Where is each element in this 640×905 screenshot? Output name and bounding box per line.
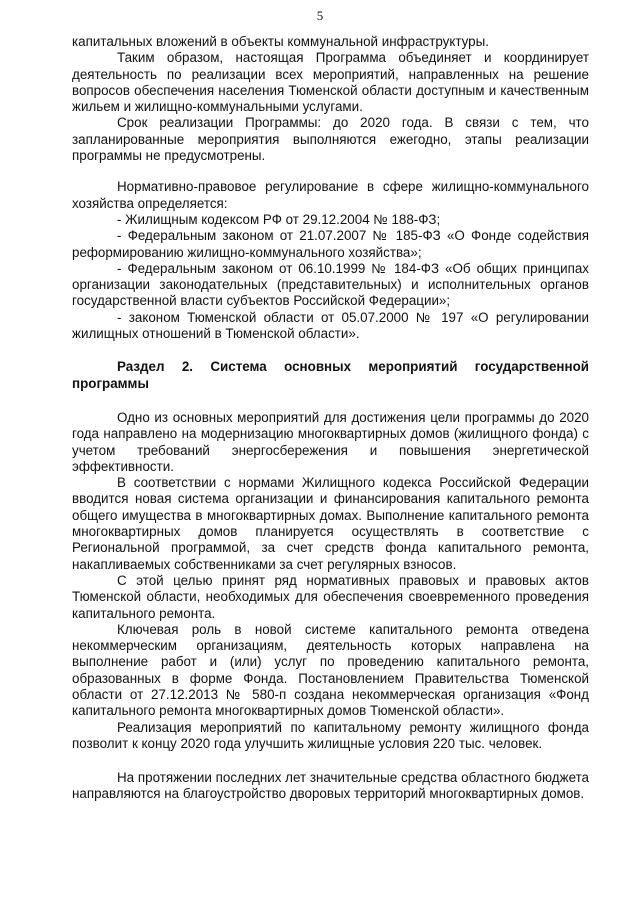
paragraph-modernization: Одно из основных мероприятий для достижения цели программы до 2020 года направлено на модернизацию многоквартирных домов (жилищного фонда) с учетом требований энергосбережения и повышения энергетической эффективности. bbox=[72, 409, 589, 474]
paragraph-program-term: Срок реализации Программы: до 2020 года. В связи с тем, что запланированные мероприятия выполняются ежегодно, этапы реализации программы не предусмотрены. bbox=[72, 115, 589, 164]
list-item-law-184: - Федеральным законом от 06.10.1999 № 184-ФЗ «Об общих принципах организации законодательных (представительных) и исполнительных органов государственной власти субъектов Российской Федерации»; bbox=[72, 260, 589, 309]
paragraph-capital-investments: капитальных вложений в объекты коммунальной инфраструктуры. bbox=[72, 34, 489, 49]
paragraph-program-summary: Таким образом, настоящая Программа объединяет и координирует деятельность по реализации всех мероприятий, направленных на решение вопросов обеспечения населения Тюменской области доступным и качественным жильем и жилищно-коммунальными услугами. bbox=[72, 50, 589, 115]
list-item-regional-law-197: - законом Тюменской области от 05.07.2000 № 197 «О регулировании жилищных отношений в Тюменской области». bbox=[72, 309, 589, 342]
paragraph-repair-result: Реализация мероприятий по капитальному ремонту жилищного фонда позволит к концу 2020 года улучшить жилищные условия 220 тыс. человек. bbox=[72, 719, 589, 751]
page-number: 5 bbox=[316, 8, 324, 23]
paragraph-legal-acts: С этой целью принят ряд нормативных правовых и правовых актов Тюменской области, необходимых для обеспечения своевременного проведения капитального ремонта. bbox=[72, 572, 589, 621]
list-item-housing-code: - Жилищным кодексом РФ от 29.12.2004 № 188-ФЗ; bbox=[117, 211, 441, 227]
paragraph-capital-repair-system: В соответствии с нормами Жилищного кодекса Российской Федерации вводится новая система организации и финансирования капитального ремонта общего имущества в многоквартирных домах. Выполнение капитального ремонта многоквартирных домов планируется осуществлять в соответствие с Региональной программой, за счет средств фонда капитального ремонта, накапливаемых собственниками за счет регулярных взносов. bbox=[72, 475, 589, 572]
document-body bbox=[72, 34, 589, 803]
list-item-law-185: - Федеральным законом от 21.07.2007 № 185-ФЗ «О Фонде содействия реформированию жилищно-коммунального хозяйства»; bbox=[72, 228, 589, 260]
paragraph-nonprofit-fund: Ключевая роль в новой системе капитального ремонта отведена некоммерческим организациям, деятельность которых направлена на выполнение работ и (или) услуг по проведению капитального ремонта, образованных в форме Фонда. Постановлением Правительства Тюменской области от 27.12.2013 № 580-п создана некоммерческая организация «Фонд капитального ремонта многоквартирных домов Тюменской области». bbox=[72, 621, 589, 719]
paragraph-regulation-intro: Нормативно-правовое регулирование в сфере жилищно-коммунального хозяйства определяется: bbox=[72, 179, 589, 211]
section-heading: Раздел 2. Система основных мероприятий государственной программы bbox=[72, 359, 589, 391]
paragraph-courtyard-improvement: На протяжении последних лет значительные средства областного бюджета направляются на благоустройство дворовых территорий многоквартирных домов. bbox=[72, 770, 589, 802]
